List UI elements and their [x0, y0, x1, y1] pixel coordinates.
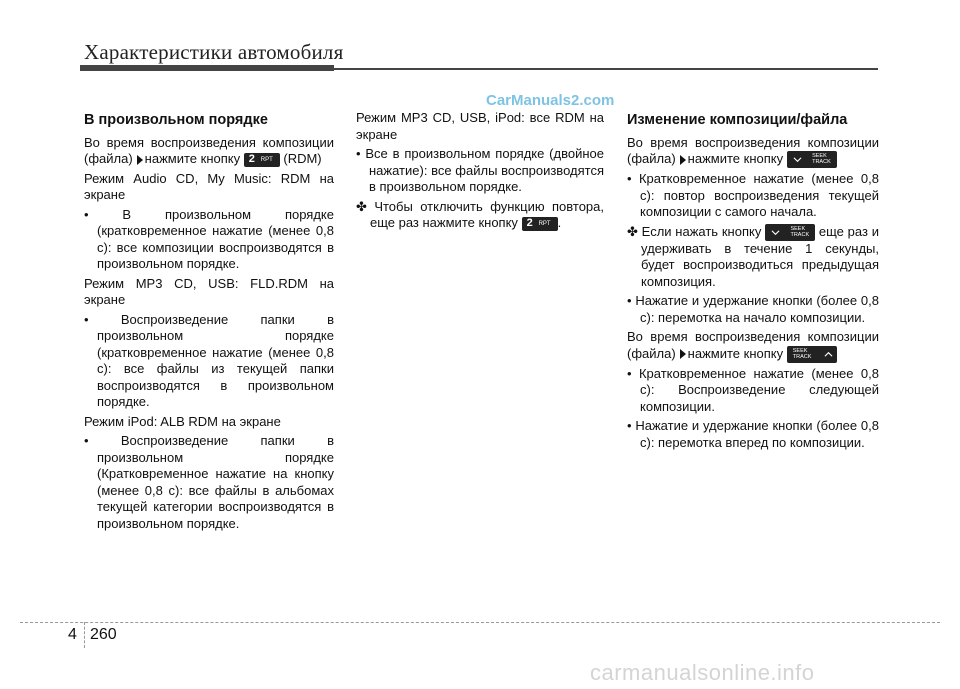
header-rule-thin — [334, 68, 878, 70]
seek-track-up-button-icon: SEEK TRACK — [787, 346, 837, 363]
section-heading-change-track: Изменение композиции/файла — [627, 112, 848, 128]
footer-divider — [20, 622, 940, 623]
paragraph-intro: Во время воспроизведения композиции (файла) нажмите кнопку 2 RPT (RDM) — [84, 134, 334, 166]
paragraph-intro: Во время воспроизведения композиции (файла) нажмите кнопку SEEK TRACK — [627, 135, 879, 169]
watermark-top[interactable]: CarManuals2.com — [486, 92, 615, 109]
paragraph-intro: Во время воспроизведения композиции (файла) нажмите кнопку SEEK TRACK — [627, 329, 879, 363]
list-item: • Нажатие и удержание кнопки (более 0,8 с): перемотка на начало композиции. — [627, 293, 879, 325]
list-item: • Все в произвольном порядке (двойное нажатие): все файлы воспроизводятся в произвольном порядке. — [356, 146, 604, 194]
arrow-right-icon — [680, 155, 686, 165]
rpt-button-icon: 2 RPT — [244, 153, 280, 167]
list-item: • Кратковременное нажатие (менее 0,8 с): повтор воспроизведения текущей композиции с самого начала. — [627, 171, 879, 220]
column-2 — [356, 110, 604, 235]
column-3 — [627, 112, 879, 454]
arrow-right-icon — [137, 155, 143, 165]
mode-label: Режим MP3 CD, USB, iPod: все RDM на экране — [356, 110, 604, 142]
note-item: ✤ Чтобы отключить функцию повтора, еще раз нажмите кнопку 2 RPT . — [356, 198, 604, 230]
rpt-button-icon: 2 RPT — [522, 217, 558, 231]
arrow-right-icon — [680, 349, 686, 359]
seek-track-down-button-icon: SEEK TRACK — [787, 151, 837, 168]
mode-label: Режим Audio CD, My Music: RDM на экране — [84, 170, 334, 202]
list-item: • Воспроизведение папки в произвольном порядке (кратковременное нажатие (менее 0,8 с): все файлы из текущей папки воспроизводятся в произвольном порядке. — [84, 311, 334, 409]
mode-label: Режим iPod: ALB RDM на экране — [84, 413, 281, 429]
list-item: • Нажатие и удержание кнопки (более 0,8 с): перемотка вперед по композиции. — [627, 418, 879, 450]
section-heading-random: В произвольном порядке — [84, 112, 268, 128]
column-1 — [84, 112, 334, 535]
chevron-down-icon — [793, 155, 802, 164]
chevron-up-icon — [824, 350, 833, 359]
seek-track-down-button-icon: SEEK TRACK — [765, 224, 815, 241]
chevron-down-icon — [771, 228, 780, 237]
mode-label: Режим MP3 CD, USB: FLD.RDM на экране — [84, 275, 334, 307]
chapter-number: 4 — [68, 626, 77, 643]
page-header-title: Характеристики автомобиля — [84, 40, 344, 64]
list-item: • Воспроизведение папки в произвольном порядке (Кратковременное нажатие на кнопку (менее 0,8 с): все файлы в альбомах текущей категории воспроизводятся в произвольном порядке. — [84, 433, 334, 531]
list-item: • В произвольном порядке (кратковременное нажатие (менее 0,8 с): все композиции воспроизводятся в произвольном порядке. — [84, 206, 334, 271]
list-item: • Кратковременное нажатие (менее 0,8 с): Воспроизведение следующей композиции. — [627, 365, 879, 414]
header-rule-thick — [80, 65, 334, 71]
page-number: 260 — [90, 626, 117, 643]
note-item: ✤ Если нажать кнопку SEEK TRACK еще раз и удерживать в течение 1 секунды, будет воспроизводиться предыдущая композиция. — [627, 223, 879, 289]
watermark-bottom: carmanualsonline.info — [590, 660, 815, 685]
footer-page-separator — [84, 622, 85, 648]
